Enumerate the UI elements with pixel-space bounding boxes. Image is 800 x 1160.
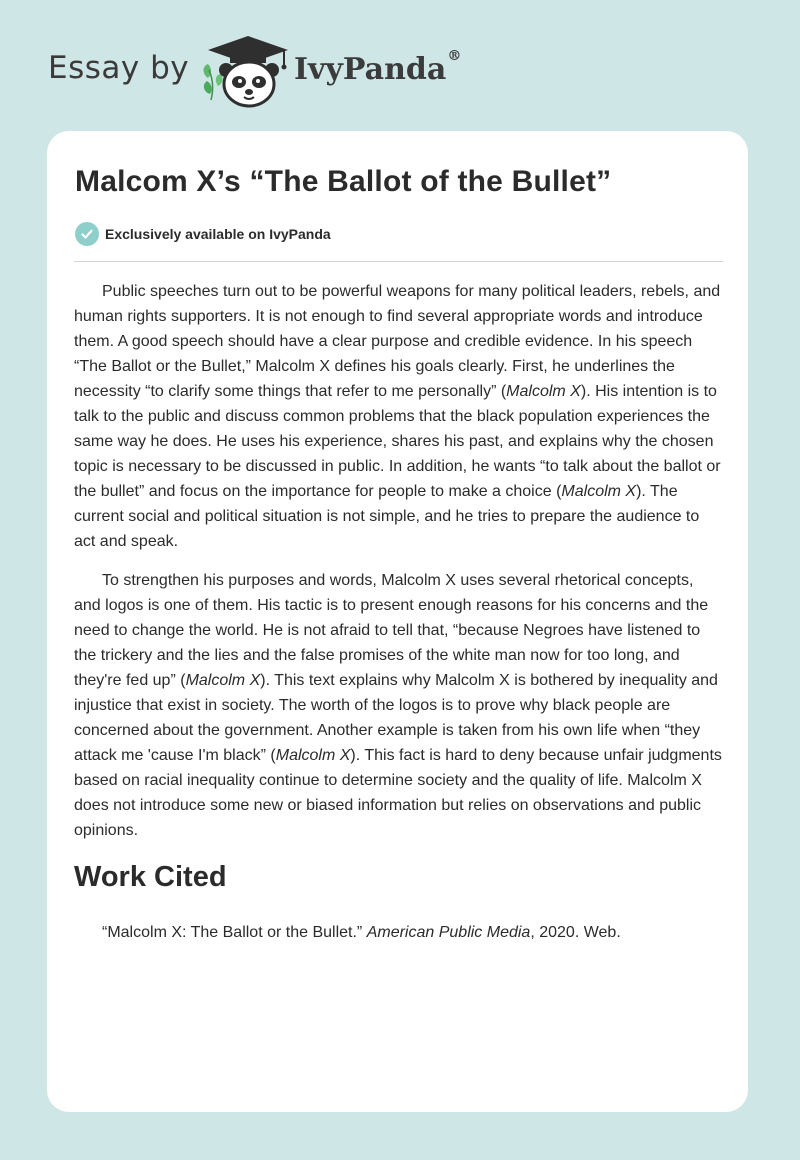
works-cited-heading: Work Cited bbox=[74, 861, 227, 893]
essay-body bbox=[74, 279, 724, 857]
text-run: ). His intention is to talk to the public and discuss common problems that the black population experiences the same way he does. He uses his experience, shares his past, and explains why the chosen topic is necessary to be discussed in public. In addition, he wants “to talk about the ballot or the bullet” and focus on the importance for people to make a choice ( bbox=[74, 383, 721, 500]
text-run: ). The current social and political situation is not simple, and he tries to prepare the audience to act and speak. bbox=[74, 483, 700, 550]
citation-entry bbox=[102, 920, 621, 945]
text-run: Public speeches turn out to be powerful weapons for many political leaders, rebels, and human rights supporters. It is not enough to find several appropriate words and introduce them. A good speech should have a clear purpose and credible evidence. In his speech “The Ballot or the Bullet,” Malcolm X defines his goals clearly. First, he underlines the necessity “to clarify some things that refer to me personally” ( bbox=[74, 283, 721, 400]
exclusive-badge bbox=[75, 222, 331, 246]
page-title: Malcom X’s “The Ballot of the Bullet” bbox=[75, 165, 612, 198]
italic-run: Malcolm X bbox=[506, 383, 581, 400]
essay-card bbox=[47, 131, 748, 1112]
badge-label: Exclusively available on IvyPanda bbox=[105, 226, 331, 242]
registered-mark: ® bbox=[447, 48, 462, 64]
text-run: ). This text explains why Malcolm X is bothered by inequality and injustice that exist in society. The worth of the logos is to prove why black people are concerned about the government. Another example is taken from his own life when “they attack me 'cause I'm black” ( bbox=[74, 672, 718, 764]
essay-by-label: Essay by bbox=[48, 50, 190, 86]
brand-name: IvyPanda® bbox=[294, 48, 462, 87]
text-run: ). This fact is hard to deny because unfair judgments based on racial inequality continue to determine society and the quality of life. Malcolm X does not introduce some new or biased information but relies on observations and public opinions. bbox=[74, 747, 722, 839]
italic-run: Malcolm X bbox=[275, 747, 351, 764]
text-run: To strengthen his purposes and words, Malcolm X uses several rhetorical concepts, and logos is one of them. His tactic is to present enough reasons for his concerns and the need to change the world. He is not afraid to tell that, “because Negroes have listened to the trickery and the lies and the false promises of the white man now for too long, and they're fed up” ( bbox=[74, 572, 709, 689]
check-circle-icon bbox=[75, 222, 99, 246]
text-run: , 2020. Web. bbox=[530, 924, 621, 941]
italic-run: Malcolm X bbox=[561, 483, 637, 500]
italic-run: American Public Media bbox=[366, 924, 531, 941]
text-run: “Malcolm X: The Ballot or the Bullet.” bbox=[102, 924, 367, 941]
paragraph bbox=[74, 279, 724, 554]
divider bbox=[74, 261, 723, 262]
panda-graduate-icon bbox=[200, 34, 292, 110]
italic-run: Malcolm X bbox=[185, 672, 261, 689]
site-header bbox=[0, 0, 800, 130]
paragraph bbox=[74, 568, 724, 843]
